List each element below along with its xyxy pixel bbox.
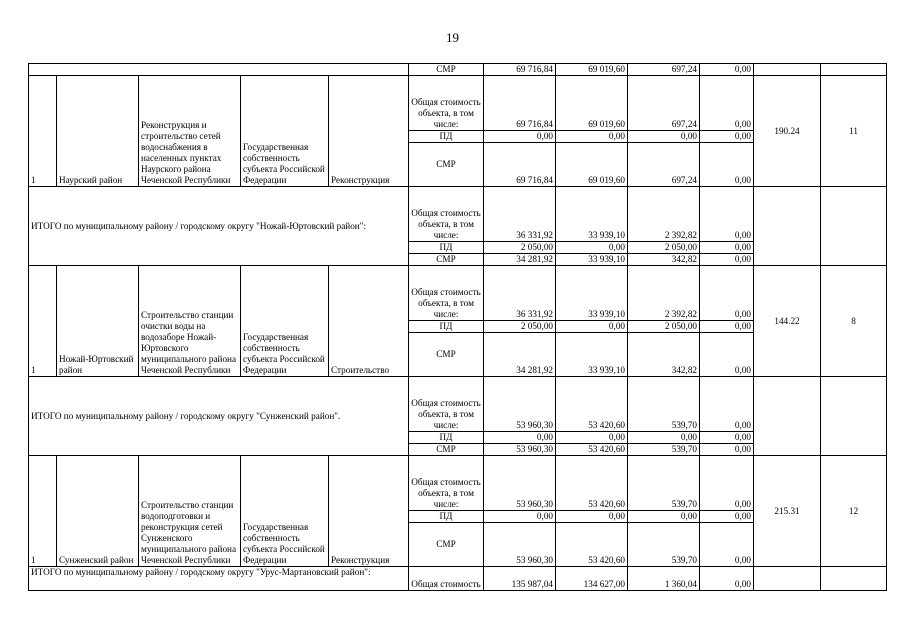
value-cell: 0,00 xyxy=(700,377,754,432)
value-cell: 0,00 xyxy=(628,432,700,444)
capacity-cell: 190.24 xyxy=(754,76,821,187)
value-cell: 53 420,60 xyxy=(556,377,628,432)
value-cell: 2 050,00 xyxy=(484,321,556,333)
object-name-cell: Реконструкция и строительство сетей водоснабжения в населенных пунктах Наурского района Чеченской Республики xyxy=(139,76,241,187)
value-cell: 53 420,60 xyxy=(556,444,628,456)
value-cell: 53 420,60 xyxy=(556,456,628,511)
object-name-cell: Строительство станции водоподготовки и реконструкция сетей Сунженского муниципального района Чеченской Республики xyxy=(139,456,241,567)
value-cell: 539,70 xyxy=(628,377,700,432)
value-cell: 0,00 xyxy=(556,321,628,333)
value-cell: 69 716,84 xyxy=(484,76,556,131)
value-cell: 342,82 xyxy=(628,254,700,266)
value-cell: 34 281,92 xyxy=(484,333,556,377)
value-cell: 0,00 xyxy=(700,523,754,567)
value-cell: 0,00 xyxy=(484,131,556,143)
cost-type-cell: СМР xyxy=(409,444,484,456)
months-cell: 11 xyxy=(821,76,887,187)
value-cell: 539,70 xyxy=(628,456,700,511)
value-cell: 0,00 xyxy=(700,432,754,444)
capacity-cell: 144.22 xyxy=(754,266,821,377)
value-cell: 69 019,60 xyxy=(556,76,628,131)
total-label-cell: ИТОГО по муниципальному району / городскому округу "Сунженский район". xyxy=(29,377,409,456)
months-cell: 8 xyxy=(821,266,887,377)
value-cell: 539,70 xyxy=(628,523,700,567)
capacity-cell: 215.31 xyxy=(754,456,821,567)
row-number-cell: 1 xyxy=(29,456,57,567)
value-cell: 0,00 xyxy=(484,432,556,444)
table-row xyxy=(29,456,887,511)
value-cell: 0,00 xyxy=(700,456,754,511)
object-name-cell: Строительство станции очистки воды на водозаборе Ножай-Юртовского муниципального района Чеченской Республики xyxy=(139,266,241,377)
cost-type-cell: Общая стоимость xyxy=(409,567,484,591)
table-row xyxy=(29,567,887,591)
value-cell: 0,00 xyxy=(700,444,754,456)
cost-type-cell: ПД xyxy=(409,511,484,523)
value-cell: 69 716,84 xyxy=(484,64,556,76)
empty-cell xyxy=(754,64,821,76)
empty-cell xyxy=(754,187,821,266)
value-cell: 69 019,60 xyxy=(556,143,628,187)
value-cell: 697,24 xyxy=(628,64,700,76)
work-type-cell: Реконструкция xyxy=(329,76,409,187)
value-cell: 0,00 xyxy=(556,511,628,523)
value-cell: 0,00 xyxy=(700,242,754,254)
empty-cell xyxy=(821,187,887,266)
empty-cell xyxy=(754,567,821,591)
value-cell: 2 392,82 xyxy=(628,187,700,242)
value-cell: 0,00 xyxy=(700,64,754,76)
value-cell: 0,00 xyxy=(628,131,700,143)
value-cell: 53 420,60 xyxy=(556,523,628,567)
district-cell: Ножай-Юртовский район xyxy=(57,266,139,377)
cost-type-cell: ПД xyxy=(409,242,484,254)
value-cell: 53 960,30 xyxy=(484,444,556,456)
cost-type-cell: ПД xyxy=(409,321,484,333)
empty-cell xyxy=(754,377,821,456)
work-type-cell: Строительство xyxy=(329,266,409,377)
value-cell: 0,00 xyxy=(700,266,754,321)
value-cell: 0,00 xyxy=(700,254,754,266)
value-cell: 53 960,30 xyxy=(484,456,556,511)
value-cell: 2 050,00 xyxy=(628,242,700,254)
cost-type-cell: ПД xyxy=(409,131,484,143)
value-cell: 33 939,10 xyxy=(556,266,628,321)
months-cell: 12 xyxy=(821,456,887,567)
value-cell: 0,00 xyxy=(700,143,754,187)
value-cell: 0,00 xyxy=(556,432,628,444)
empty-cell xyxy=(821,377,887,456)
value-cell: 0,00 xyxy=(484,511,556,523)
value-cell: 36 331,92 xyxy=(484,187,556,242)
value-cell: 134 627,00 xyxy=(556,567,628,591)
cost-type-cell: Общая стоимость объекта, в том числе: xyxy=(409,187,484,242)
value-cell: 53 960,30 xyxy=(484,523,556,567)
value-cell: 697,24 xyxy=(628,143,700,187)
cost-type-cell: СМР xyxy=(409,333,484,377)
cost-type-cell: Общая стоимость объекта, в том числе: xyxy=(409,266,484,321)
cost-type-cell: СМР xyxy=(409,64,484,76)
work-type-cell: Реконструкция xyxy=(329,456,409,567)
value-cell: 0,00 xyxy=(556,131,628,143)
value-cell: 0,00 xyxy=(556,242,628,254)
total-label-cell: ИТОГО по муниципальному району / городскому округу "Ножай-Юртовский район": xyxy=(29,187,409,266)
value-cell: 539,70 xyxy=(628,444,700,456)
value-cell: 34 281,92 xyxy=(484,254,556,266)
district-cell: Сунженский район xyxy=(57,456,139,567)
empty-cell xyxy=(821,567,887,591)
value-cell: 697,24 xyxy=(628,76,700,131)
value-cell: 2 050,00 xyxy=(484,242,556,254)
empty-cell xyxy=(821,64,887,76)
value-cell: 0,00 xyxy=(700,511,754,523)
cost-type-cell: Общая стоимость объекта, в том числе: xyxy=(409,456,484,511)
district-cell: Наурский район xyxy=(57,76,139,187)
value-cell: 53 960,30 xyxy=(484,377,556,432)
value-cell: 0,00 xyxy=(700,333,754,377)
value-cell: 135 987,04 xyxy=(484,567,556,591)
value-cell: 2 050,00 xyxy=(628,321,700,333)
page-number: 19 xyxy=(446,30,459,45)
value-cell: 1 360,04 xyxy=(628,567,700,591)
value-cell: 0,00 xyxy=(700,76,754,131)
table-row xyxy=(29,76,887,131)
value-cell: 2 392,82 xyxy=(628,266,700,321)
value-cell: 33 939,10 xyxy=(556,187,628,242)
value-cell: 33 939,10 xyxy=(556,254,628,266)
value-cell: 342,82 xyxy=(628,333,700,377)
value-cell: 0,00 xyxy=(700,567,754,591)
cost-type-cell: СМР xyxy=(409,254,484,266)
table-row xyxy=(29,377,887,432)
value-cell: 69 716,84 xyxy=(484,143,556,187)
value-cell: 0,00 xyxy=(700,187,754,242)
cost-type-cell: Общая стоимость объекта, в том числе: xyxy=(409,377,484,432)
cost-type-cell: Общая стоимость объекта, в том числе: xyxy=(409,76,484,131)
value-cell: 36 331,92 xyxy=(484,266,556,321)
cost-type-cell: СМР xyxy=(409,523,484,567)
total-label-cell: ИТОГО по муниципальному району / городскому округу "Урус-Мартановский район": xyxy=(29,567,409,591)
ownership-cell: Государственная собственность субъекта Российской Федерации xyxy=(241,456,329,567)
value-cell: 69 019,60 xyxy=(556,64,628,76)
value-cell: 0,00 xyxy=(628,511,700,523)
cost-type-cell: СМР xyxy=(409,143,484,187)
table-row xyxy=(29,266,887,321)
row-number-cell: 1 xyxy=(29,76,57,187)
value-cell: 0,00 xyxy=(700,321,754,333)
empty-cell xyxy=(29,64,409,76)
ownership-cell: Государственная собственность субъекта Российской Федерации xyxy=(241,76,329,187)
table-row xyxy=(29,187,887,242)
table-row xyxy=(29,64,887,76)
value-cell: 0,00 xyxy=(700,131,754,143)
cost-type-cell: ПД xyxy=(409,432,484,444)
investment-table xyxy=(28,63,887,591)
value-cell: 33 939,10 xyxy=(556,333,628,377)
row-number-cell: 1 xyxy=(29,266,57,377)
ownership-cell: Государственная собственность субъекта Российской Федерации xyxy=(241,266,329,377)
